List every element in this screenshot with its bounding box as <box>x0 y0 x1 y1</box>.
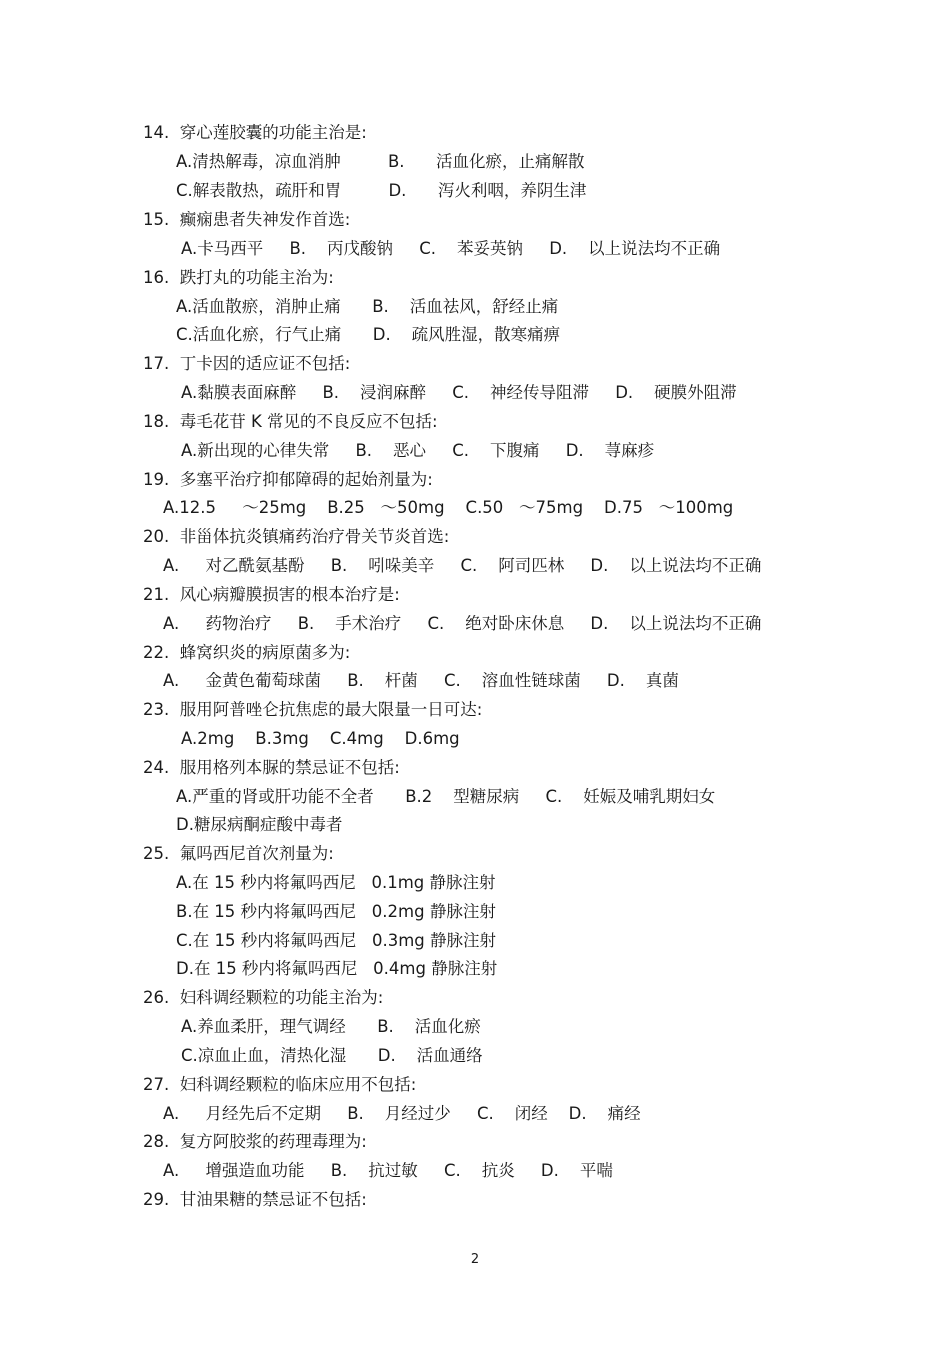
question-23-options: A.2mg B.3mg C.4mg D.6mg <box>181 729 460 748</box>
question-21-options: A. 药物治疗 B. 手术治疗 C. 绝对卧床休息 D. 以上说法均不正确 <box>163 614 762 633</box>
question-20-stem: 20. 非甾体抗炎镇痛药治疗骨关节炎首选: <box>143 527 450 546</box>
question-18-stem: 18. 毒毛花苷 K 常见的不良反应不包括: <box>143 412 438 431</box>
question-25-stem: 25. 氟吗西尼首次剂量为: <box>143 844 334 863</box>
question-24-options-line-1: A.严重的肾或肝功能不全者 B.2 型糖尿病 C. 妊娠及哺乳期妇女 <box>176 787 716 806</box>
question-26-options-line-1: A.养血柔肝，理气调经 B. 活血化瘀 <box>181 1017 481 1036</box>
question-19-stem: 19. 多塞平治疗抑郁障碍的起始剂量为: <box>143 470 433 489</box>
question-22-stem: 22. 蜂窝织炎的病原菌多为: <box>143 643 351 662</box>
page-number: 2 <box>470 1252 480 1267</box>
question-14-options-line-1: A.清热解毒，凉血消肿 B. 活血化瘀，止痛解散 <box>176 152 585 171</box>
question-16-options-line-1: A.活血散瘀，消肿止痛 B. 活血祛风，舒经止痛 <box>176 297 559 316</box>
question-24-stem: 24. 服用格列本脲的禁忌证不包括: <box>143 758 400 777</box>
question-27-options: A. 月经先后不定期 B. 月经过少 C. 闭经 D. 痛经 <box>163 1104 641 1123</box>
question-16-options-line-2: C.活血化瘀，行气止痛 D. 疏风胜湿，散寒痛痹 <box>176 325 561 344</box>
question-16-stem: 16. 跌打丸的功能主治为: <box>143 268 334 287</box>
question-25-option-c: C.在 15 秒内将氟吗西尼 0.3mg 静脉注射 <box>176 931 497 950</box>
question-25-option-d: D.在 15 秒内将氟吗西尼 0.4mg 静脉注射 <box>176 959 498 978</box>
question-28-options: A. 增强造血功能 B. 抗过敏 C. 抗炎 D. 平喘 <box>163 1161 613 1180</box>
question-15-stem: 15. 癫痫患者失神发作首选: <box>143 210 351 229</box>
question-29-stem: 29. 甘油果糖的禁忌证不包括: <box>143 1190 367 1209</box>
question-23-stem: 23. 服用阿普唑仑抗焦虑的最大限量一日可达: <box>143 700 483 719</box>
question-21-stem: 21. 风心病瓣膜损害的根本治疗是: <box>143 585 400 604</box>
question-14-stem: 14. 穿心莲胶囊的功能主治是: <box>143 123 367 142</box>
question-28-stem: 28. 复方阿胶浆的药理毒理为: <box>143 1132 367 1151</box>
question-14-options-line-2: C.解表散热，疏肝和胃 D. 泻火利咽，养阴生津 <box>176 181 587 200</box>
question-18-options: A.新出现的心律失常 B. 恶心 C. 下腹痛 D. 荨麻疹 <box>181 441 655 460</box>
question-19-options: A.12.5 ～25mg B.25 ～50mg C.50 ～75mg D.75 ～100mg <box>163 498 734 517</box>
question-25-option-a: A.在 15 秒内将氟吗西尼 0.1mg 静脉注射 <box>176 873 496 892</box>
question-20-options: A. 对乙酰氨基酚 B. 吲哚美辛 C. 阿司匹林 D. 以上说法均不正确 <box>163 556 762 575</box>
question-27-stem: 27. 妇科调经颗粒的临床应用不包括: <box>143 1075 417 1094</box>
question-17-options: A.黏膜表面麻醉 B. 浸润麻醉 C. 神经传导阻滞 D. 硬膜外阻滞 <box>181 383 737 402</box>
question-25-option-b: B.在 15 秒内将氟吗西尼 0.2mg 静脉注射 <box>176 902 496 921</box>
question-22-options: A. 金黄色葡萄球菌 B. 杆菌 C. 溶血性链球菌 D. 真菌 <box>163 671 679 690</box>
question-24-options-line-2: D.糖尿病酮症酸中毒者 <box>176 815 343 834</box>
question-26-stem: 26. 妇科调经颗粒的功能主治为: <box>143 988 384 1007</box>
question-15-options: A.卡马西平 B. 丙戊酸钠 C. 苯妥英钠 D. 以上说法均不正确 <box>181 239 721 258</box>
question-26-options-line-2: C.凉血止血，清热化湿 D. 活血通络 <box>181 1046 483 1065</box>
question-17-stem: 17. 丁卡因的适应证不包括: <box>143 354 351 373</box>
